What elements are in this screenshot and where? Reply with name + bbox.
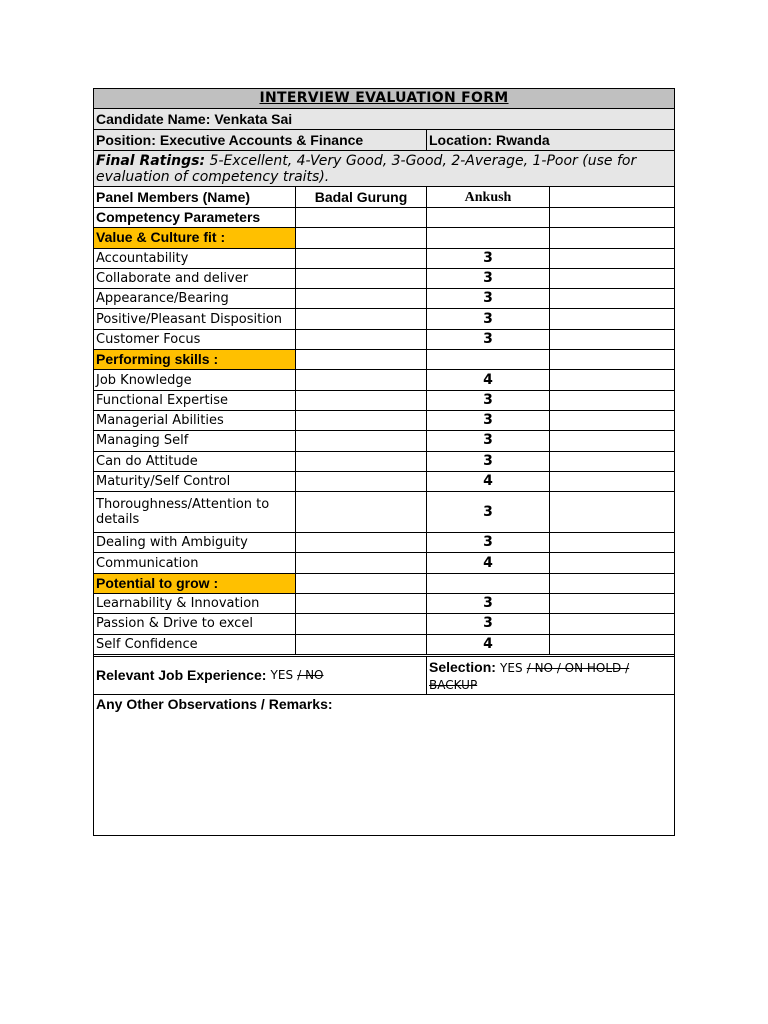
table-row — [94, 370, 674, 390]
ratings-text: 5-Excellent, 4-Very Good, 3-Good, 2-Average, 1-Poor (use for evaluation of competency traits). — [96, 153, 637, 185]
competency-name: Positive/Pleasant Disposition — [94, 309, 296, 328]
score: 3 — [427, 614, 550, 633]
competency-name: Managerial Abilities — [94, 411, 296, 430]
position-row — [94, 130, 674, 151]
table-row — [94, 614, 674, 634]
competency-name: Can do Attitude — [94, 452, 296, 471]
score: 3 — [427, 411, 550, 430]
score: 3 — [427, 249, 550, 268]
table-row — [94, 635, 674, 655]
table-row — [94, 309, 674, 329]
form-title-row — [94, 89, 674, 109]
score: 3 — [427, 431, 550, 450]
remarks-row — [94, 695, 674, 835]
score: 4 — [427, 472, 550, 491]
panel-members-row — [94, 187, 674, 208]
experience-label: Relevant Job Experience: — [96, 666, 267, 683]
candidate-name: Venkata Sai — [214, 110, 293, 127]
competency-name: Accountability — [94, 249, 296, 268]
table-row — [94, 330, 674, 350]
score: 4 — [427, 553, 550, 572]
table-row — [94, 289, 674, 309]
table-row — [94, 594, 674, 614]
table-row — [94, 431, 674, 451]
candidate-row — [94, 109, 674, 130]
table-row — [94, 553, 674, 573]
score: 3 — [427, 289, 550, 308]
position-value: Executive Accounts & Finance — [159, 131, 364, 148]
competency-name: Managing Self — [94, 431, 296, 450]
candidate-label: Candidate Name: — [96, 110, 211, 127]
competency-name: Appearance/Bearing — [94, 289, 296, 308]
competency-name: Customer Focus — [94, 330, 296, 349]
remarks-label: Any Other Observations / Remarks: — [96, 695, 333, 712]
competency-name: Maturity/Self Control — [94, 472, 296, 491]
interview-evaluation-form — [93, 88, 675, 836]
competency-name: Thoroughness/Attention to details — [94, 492, 296, 532]
selection-struck-options: / NO / ON HOLD / BACKUP — [429, 660, 630, 692]
competency-name: Collaborate and deliver — [94, 269, 296, 288]
score: 3 — [427, 452, 550, 471]
location-value: Rwanda — [496, 131, 550, 148]
section-header — [94, 574, 674, 594]
table-row — [94, 269, 674, 289]
section-header — [94, 228, 674, 248]
table-row — [94, 411, 674, 431]
experience-struck-options: / NO — [297, 667, 324, 682]
table-row — [94, 452, 674, 472]
competency-header-row — [94, 208, 674, 228]
selection-label: Selection: — [429, 658, 496, 675]
position-label: Position: — [96, 131, 156, 148]
score: 4 — [427, 635, 550, 654]
score: 3 — [427, 492, 550, 532]
ratings-label: Final Ratings: — [96, 153, 206, 169]
experience-selection-row — [94, 657, 674, 695]
score: 3 — [427, 533, 550, 552]
table-row — [94, 492, 674, 533]
score: 4 — [427, 370, 550, 389]
section-title: Performing skills : — [96, 351, 219, 368]
selection-yes: YES — [500, 660, 523, 675]
competency-name: Passion & Drive to excel — [94, 614, 296, 633]
competency-name: Communication — [94, 553, 296, 572]
table-row — [94, 472, 674, 492]
competency-name: Job Knowledge — [94, 370, 296, 389]
score: 3 — [427, 330, 550, 349]
panel-member-3-empty — [550, 187, 674, 207]
panel-member-1: Badal Gurung — [296, 187, 427, 207]
competency-label: Competency Parameters — [94, 208, 296, 227]
score: 3 — [427, 269, 550, 288]
section-title: Value & Culture fit : — [96, 229, 226, 246]
location-label: Location: — [429, 131, 492, 148]
ratings-row — [94, 151, 674, 187]
form-title: INTERVIEW EVALUATION FORM — [259, 90, 509, 106]
score: 3 — [427, 309, 550, 328]
panel-member-2: Ankush — [427, 187, 550, 207]
experience-yes: YES — [270, 667, 294, 682]
competency-name: Dealing with Ambiguity — [94, 533, 296, 552]
table-row — [94, 391, 674, 411]
table-row — [94, 533, 674, 553]
competency-name: Functional Expertise — [94, 391, 296, 410]
section-header — [94, 350, 674, 370]
table-row — [94, 249, 674, 269]
competency-name: Self Confidence — [94, 635, 296, 654]
score: 3 — [427, 594, 550, 613]
score: 3 — [427, 391, 550, 410]
section-title: Potential to grow : — [96, 574, 219, 591]
panel-members-label: Panel Members (Name) — [94, 187, 296, 207]
competency-name: Learnability & Innovation — [94, 594, 296, 613]
